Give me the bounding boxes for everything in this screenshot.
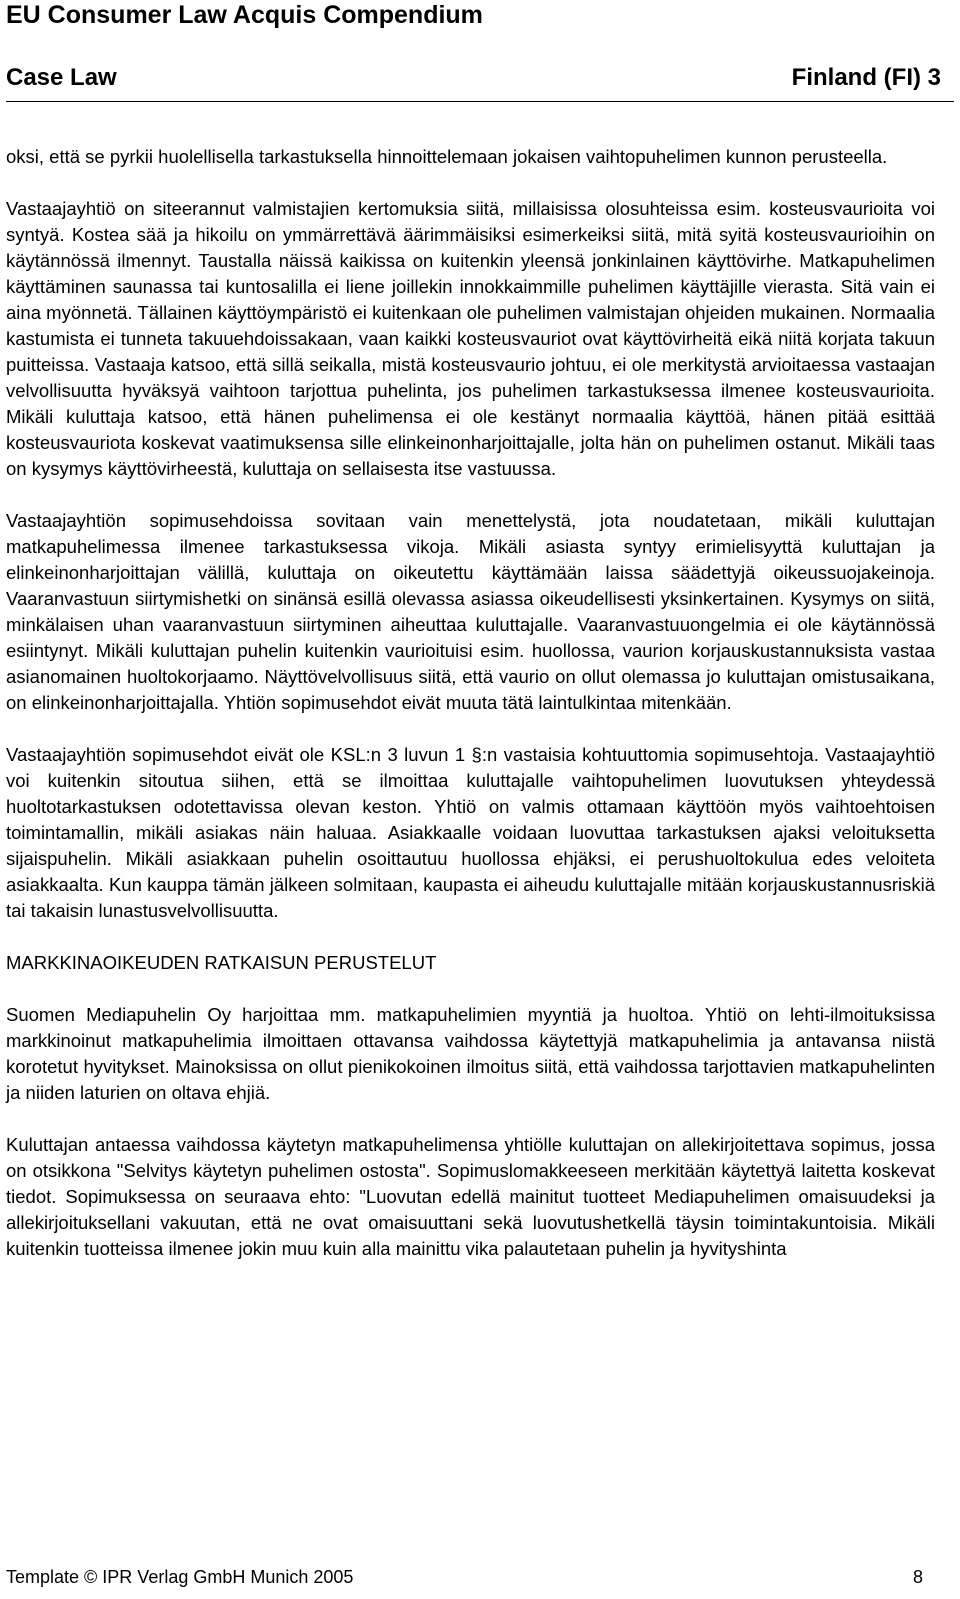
section-heading: MARKKINAOIKEUDEN RATKAISUN PERUSTELUT — [6, 952, 437, 973]
section-title: Case Law — [6, 64, 117, 91]
paragraph: Vastaajayhtiön sopimusehdoissa sovitaan vain menettelystä, jota noudatetaan, mikäli kuluttajan matkapuhelimessa ilmenee tarkastuksessa vikoja. Mikäli asiasta syntyy erimielisyyttä kuluttajan ja elinkeinonharjoittajan välillä, kuluttaja on oikeutettu käyttämään laissa säädettyjä oikeussuojakeinoja. Vaaranvastuun siirtymishetki on sinänsä esillä olevassa asiassa oikeudellisesti yksinkertainen. Kysymys on siitä, minkälaisen uhan vaaranvastuun siirtyminen aiheuttaa kuluttajalle. Vaaranvastuuongelmia ei ole käytännössä esiintynyt. Mikäli kuluttajan puhelin kuitenkin vaurioituisi esim. huollossa, vaurion korjauskustannuksista vastaa asianomainen huoltokorjaamo. Näyttövelvollisuus siitä, että vaurio on ollut olemassa jo kuluttajan omistusaikana, on elinkeinonharjoittajalla. Yhtiön sopimusehdot eivät muuta tätä laintulkintaa mitenkään. — [6, 510, 935, 713]
document-title: EU Consumer Law Acquis Compendium — [6, 1, 483, 29]
section-header — [6, 63, 941, 93]
page-number: 8 — [912, 1567, 923, 1587]
paragraph: oksi, että se pyrkii huolellisella tarkastuksella hinnoittelemaan jokaisen vaihtopuhelimen kunnon perusteella. — [6, 146, 888, 167]
paragraph: Kuluttajan antaessa vaihdossa käytetyn matkapuhelimensa yhtiölle kuluttajan on allekirjoitettava sopimus, jossa on otsikkona "Selvitys käytetyn puhelimen ostosta". Sopimuslomakkeeseen merkitään käytettyä laitetta koskevat tiedot. Sopimuksessa on seuraava ehto: "Luovutan edellä mainitut tuotteet Mediapuhelimen omaisuudeksi ja allekirjoituksellani vakuutan, että ne ovat omaisuuttani sekä luovutushetkellä täysin toimintakuntoisia. Mikäli kuitenkin tuotteissa ilmenee jokin muu kuin alla mainittu vika palautetaan puhelin ja hyvityshinta — [6, 1134, 935, 1259]
header-divider — [6, 101, 954, 102]
paragraph: Vastaajayhtiön sopimusehdot eivät ole KSL:n 3 luvun 1 §:n vastaisia kohtuuttomia sopimusehtoja. Vastaajayhtiö voi kuitenkin sitoutua siihen, että se ilmoittaa kuluttajalle vaihtopuhelimen luovutuksen yhteydessä huoltotarkastuksen odotettavissa olevan keston. Yhtiö on valmis ottamaan käyttöön myös vaihtoehtoisen toimintamallin, mikäli asiakas näin haluaa. Asiakkaalle voidaan luovuttaa tarkastuksen ajaksi veloituksetta sijaispuhelin. Mikäli asiakkaan puhelin osoittautuu huollossa ehjäksi, ei perushuoltokulua edes veloiteta asiakkaalta. Kun kauppa tämän jälkeen solmitaan, kaupasta ei aiheudu kuluttajalle mitään korjauskustannusriskiä tai takaisin lunastusvelvollisuutta. — [6, 744, 935, 921]
paragraph: Vastaajayhtiö on siteerannut valmistajien kertomuksia siitä, millaisissa olosuhteissa esim. kosteusvaurioita voi syntyä. Kostea sää ja hikoilu on ymmärrettävä äärimmäisiksi esimerkeiksi siitä, mitä syitä kosteusvaurioihin on käytännössä ilmennyt. Taustalla näissä kaikissa on kuitenkin yleensä jonkinlainen käyttövirhe. Matkapuhelimen käyttäminen saunassa tai kuntosalilla ei liene joillekin innokkaimmille puhelimen käyttäjille vierasta. Sitä vain ei aina myönnetä. Tällainen käyttöympäristö ei kuitenkaan ole puhelimen valmistajan ohjeiden mukainen. Normaalia kastumista ei tunneta takuuehdoissakaan, vaan kaikki kosteusvauriot ovat käyttövirheitä eikä niitä korjata takuun puitteissa. Vastaaja katsoo, että sillä seikalla, mistä kosteusvaurio johtuu, ei ole merkitystä arvioitaessa vastaajan velvollisuutta hyväksyä vaihtoon tarjottua puhelinta, jos puhelimen tarkastuksessa ilmenee kosteusvaurioita. Mikäli kuluttaja katsoo, että hänen puhelimensa ei ole kestänyt normaalia käyttöä, hänen pitää esittää kosteusvauriota koskevat vaatimuksensa sille elinkeinonharjoittajalle, jolta hän on puhelimen ostanut. Mikäli taas on kysymys käyttövirheestä, kuluttaja on sellaisesta itse vastuussa. — [6, 198, 935, 479]
footer-copyright: Template © IPR Verlag GmbH Munich 2005 — [6, 1567, 354, 1587]
paragraph: Suomen Mediapuhelin Oy harjoittaa mm. matkapuhelimien myyntiä ja huoltoa. Yhtiö on lehti-ilmoituksissa markkinoinut matkapuhelimia ilmoittaen ottavansa vaihdossa käytettyjä matkapuhelimia ja antavansa niistä korotetut hyvitykset. Mainoksissa on ollut pienikokoinen ilmoitus siitä, että vaihdossa tarjottavien matkapuhelinten ja niiden laturien on oltava ehjiä. — [6, 1004, 935, 1103]
document-body — [6, 144, 935, 1262]
country-label: Finland (FI) 3 — [791, 64, 941, 91]
